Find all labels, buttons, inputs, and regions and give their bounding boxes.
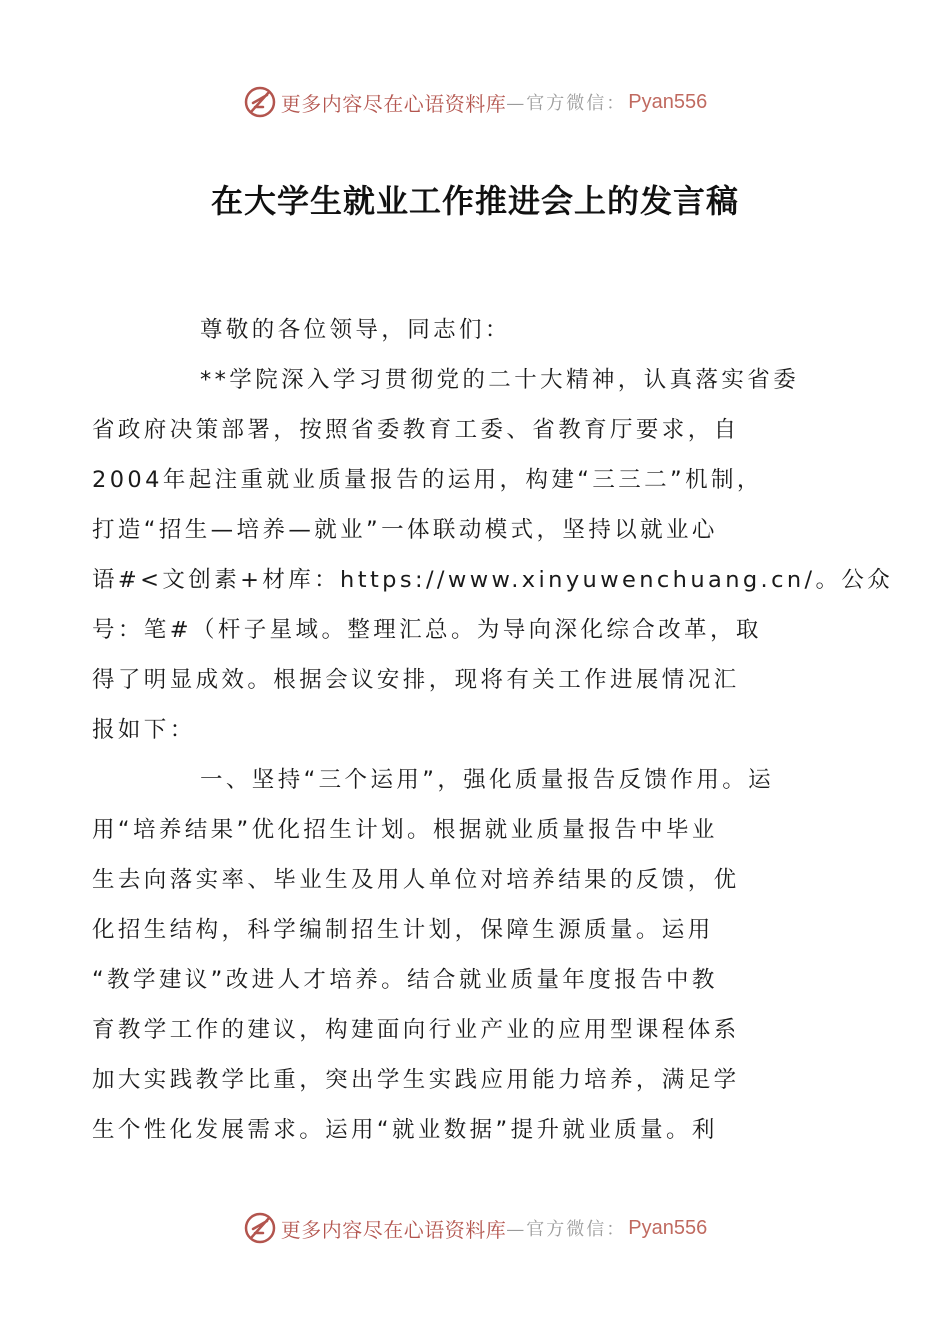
paragraph-line: 一、坚持“三个运用”，强化质量报告反馈作用。运 bbox=[200, 767, 775, 793]
banner-main-text: 更多内容尽在心语资料库 bbox=[280, 91, 507, 116]
paragraph-line: 加大实践教学比重，突出学生实践应用能力培养，满足学 bbox=[92, 1067, 740, 1093]
paragraph-line: 打造“招生—培养—就业”一体联动模式，坚持以就业心 bbox=[92, 517, 718, 543]
quill-logo-icon bbox=[243, 1211, 277, 1245]
paragraph-line: 生个性化发展需求。运用“就业数据”提升就业质量。利 bbox=[92, 1117, 718, 1143]
header-banner bbox=[0, 82, 950, 122]
paragraph-line: 得了明显成效。根据会议安排，现将有关工作进展情况汇 bbox=[92, 667, 740, 693]
paragraph-line: **学院深入学习贯彻党的二十大精神，认真落实省委 bbox=[200, 367, 800, 393]
paragraph-line: 生去向落实率、毕业生及用人单位对培养结果的反馈，优 bbox=[92, 867, 740, 893]
document-title: 在大学生就业工作推进会上的发言稿 bbox=[210, 182, 739, 220]
paragraph-1 bbox=[92, 355, 894, 755]
banner-wechat-id: Pyan556 bbox=[628, 1216, 708, 1239]
paragraph-line: 2004年起注重就业质量报告的运用，构建“三三二”机制， bbox=[92, 467, 763, 493]
paragraph-line: 化招生结构，科学编制招生计划，保障生源质量。运用 bbox=[92, 917, 714, 943]
paragraph-line: 报如下： bbox=[92, 717, 196, 743]
paragraph-line: 育教学工作的建议，构建面向行业产业的应用型课程体系 bbox=[92, 1017, 740, 1043]
salutation: 尊敬的各位领导，同志们： bbox=[200, 317, 511, 343]
paragraph-line: 省政府决策部署，按照省委教育工委、省教育厅要求，自 bbox=[92, 417, 740, 443]
paragraph-2 bbox=[92, 755, 811, 1155]
footer-banner bbox=[0, 1208, 950, 1248]
banner-main-text: 更多内容尽在心语资料库 bbox=[280, 1217, 507, 1242]
quill-logo-icon bbox=[243, 85, 277, 119]
banner-sub-text: —官方微信： bbox=[506, 93, 627, 114]
paragraph-line: 号：笔#（杆子星域。整理汇总。为导向深化综合改革，取 bbox=[92, 617, 762, 643]
paragraph-line: “教学建议”改进人才培养。结合就业质量年度报告中教 bbox=[92, 967, 718, 993]
paragraph-line: 语#<文创素+材库：https://www.xinyuwenchuang.cn/。公众 bbox=[92, 567, 894, 593]
banner-wechat-id: Pyan556 bbox=[628, 90, 708, 113]
document-body bbox=[92, 305, 894, 1155]
paragraph-line: 用“培养结果”优化招生计划。根据就业质量报告中毕业 bbox=[92, 817, 718, 843]
banner-sub-text: —官方微信： bbox=[506, 1219, 627, 1240]
